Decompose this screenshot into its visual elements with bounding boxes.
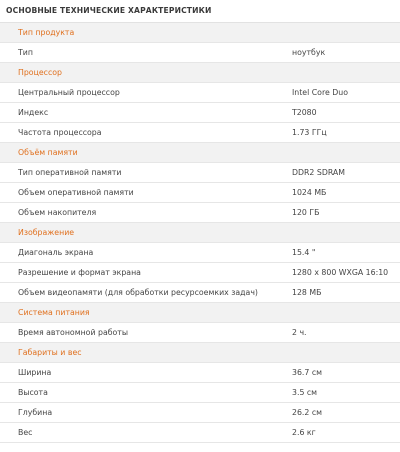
spec-row	[0, 423, 400, 443]
spec-value: 1024 МБ	[292, 188, 327, 197]
spec-value: 26.2 см	[292, 408, 323, 417]
spec-value: 128 МБ	[292, 288, 322, 297]
section-header-dimensions: Габариты и вес	[0, 343, 400, 363]
spec-label: Вес	[18, 428, 33, 437]
spec-value: Intel Core Duo	[292, 88, 348, 97]
spec-label: Тип	[18, 48, 33, 57]
spec-value: DDR2 SDRAM	[292, 168, 345, 177]
spec-row	[0, 403, 400, 423]
spec-row	[0, 43, 400, 63]
spec-value: 1280 x 800 WXGA 16:10	[292, 268, 389, 277]
spec-value: 2.6 кг	[292, 428, 316, 437]
spec-label: Разрешение и формат экрана	[18, 268, 141, 277]
section-header-power: Система питания	[0, 303, 400, 323]
spec-row	[0, 203, 400, 223]
spec-row	[0, 123, 400, 143]
spec-label: Индекс	[18, 108, 49, 117]
spec-value: 120 ГБ	[292, 208, 320, 217]
spec-value: ноутбук	[292, 48, 326, 57]
spec-label: Объем видеопамяти (для обработки ресурсоемких задач)	[18, 288, 258, 297]
spec-row	[0, 363, 400, 383]
spec-label: Высота	[18, 388, 48, 397]
spec-label: Время автономной работы	[18, 328, 128, 337]
spec-row	[0, 83, 400, 103]
spec-value: 15.4 "	[292, 248, 316, 257]
section-header-processor: Процессор	[0, 63, 400, 83]
spec-row	[0, 323, 400, 343]
spec-label: Глубина	[18, 408, 53, 417]
spec-row	[0, 283, 400, 303]
spec-label: Диагональ экрана	[18, 248, 94, 257]
spec-row	[0, 263, 400, 283]
spec-value: 1.73 ГГц	[292, 128, 327, 137]
spec-label: Объем накопителя	[18, 208, 97, 217]
spec-label: Ширина	[18, 368, 52, 377]
spec-row	[0, 103, 400, 123]
specs-title: ОСНОВНЫЕ ТЕХНИЧЕСКИЕ ХАРАКТЕРИСТИКИ	[0, 0, 400, 23]
section-header-memory: Объём памяти	[0, 143, 400, 163]
spec-label: Центральный процессор	[18, 88, 120, 97]
spec-label: Объем оперативной памяти	[18, 188, 134, 197]
spec-row	[0, 383, 400, 403]
spec-value: 2 ч.	[292, 328, 307, 337]
spec-row	[0, 163, 400, 183]
spec-row	[0, 183, 400, 203]
spec-value: 3.5 см	[292, 388, 318, 397]
spec-label: Частота процессора	[18, 128, 102, 137]
spec-value: T2080	[292, 108, 317, 117]
section-header-product-type: Тип продукта	[0, 23, 400, 43]
spec-label: Тип оперативной памяти	[18, 168, 122, 177]
spec-row	[0, 243, 400, 263]
section-header-display: Изображение	[0, 223, 400, 243]
spec-value: 36.7 см	[292, 368, 323, 377]
